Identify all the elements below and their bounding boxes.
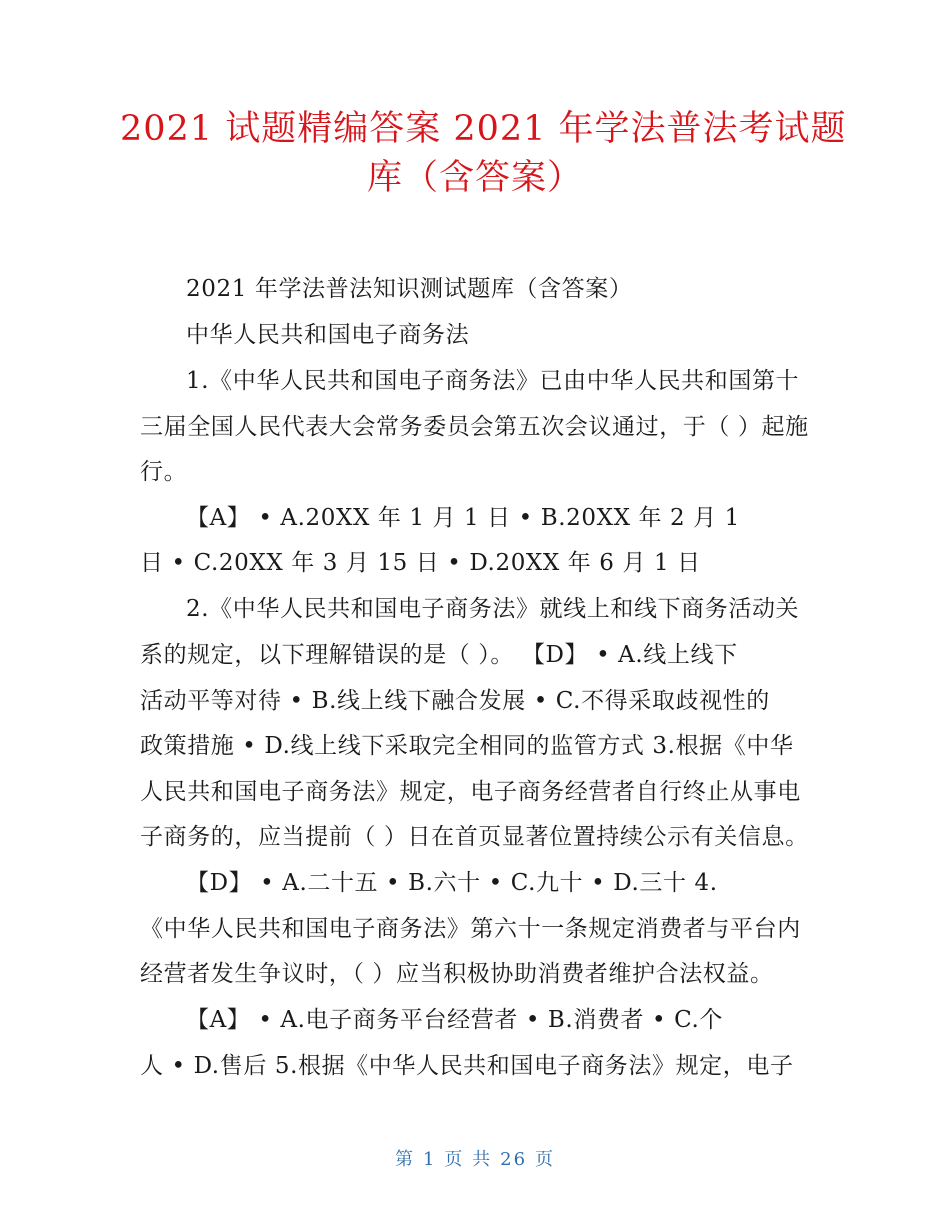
body-line: 《中华人民共和国电子商务法》第六十一条规定消费者与平台内 <box>140 916 801 942</box>
document-title-line-1: 2021 试题精编答案 2021 年学法普法考试题 <box>120 109 847 149</box>
body-line: 经营者发生争议时，（ ）应当积极协助消费者维护合法权益。 <box>140 961 774 987</box>
body-line: 【A】 • A.20XX 年 1 月 1 日 • B.20XX 年 2 月 1 <box>186 505 740 531</box>
body-line: 2021 年学法普法知识测试题库（含答案） <box>186 276 633 302</box>
body-line: 人 • D.售后 5.根据《中华人民共和国电子商务法》规定，电子 <box>140 1053 794 1079</box>
body-line: 2.《中华人民共和国电子商务法》就线上和线下商务活动关 <box>186 596 800 622</box>
body-line: 【A】 • A.电子商务平台经营者 • B.消费者 • C.个 <box>186 1007 723 1033</box>
body-line: 系的规定，以下理解错误的是（ ）。 【D】 • A.线上线下 <box>140 642 738 668</box>
body-line: 人民共和国电子商务法》规定，电子商务经营者自行终止从事电 <box>140 779 801 805</box>
footer-prefix: 第 <box>394 1149 415 1170</box>
body-line: 活动平等对待 • B.线上线下融合发展 • C.不得采取歧视性的 <box>140 688 770 714</box>
footer-suffix: 页 <box>535 1149 556 1170</box>
footer-middle: 页 共 <box>444 1149 493 1170</box>
body-line: 1.《中华人民共和国电子商务法》已由中华人民共和国第十 <box>186 368 800 394</box>
body-line: 政策措施 • D.线上线下采取完全相同的监管方式 3.根据《中华 <box>140 733 794 759</box>
body-line: 行。 <box>140 459 188 485</box>
body-line: 日 • C.20XX 年 3 月 15 日 • D.20XX 年 6 月 1 日 <box>140 550 701 576</box>
body-line: 三届全国人民代表大会常务委员会第五次会议通过，于（ ）起施 <box>140 414 809 440</box>
body-line: 中华人民共和国电子商务法 <box>186 322 470 348</box>
footer-page-number: 1 <box>422 1149 437 1170</box>
footer-total-pages: 26 <box>500 1149 528 1170</box>
body-line: 【D】 • A.二十五 • B.六十 • C.九十 • D.三十 4. <box>186 870 718 896</box>
document-title-line-2: 库（含答案） <box>366 158 583 198</box>
body-line: 子商务的，应当提前（ ）日在首页显著位置持续公示有关信息。 <box>140 824 809 850</box>
page-footer <box>0 1148 950 1172</box>
